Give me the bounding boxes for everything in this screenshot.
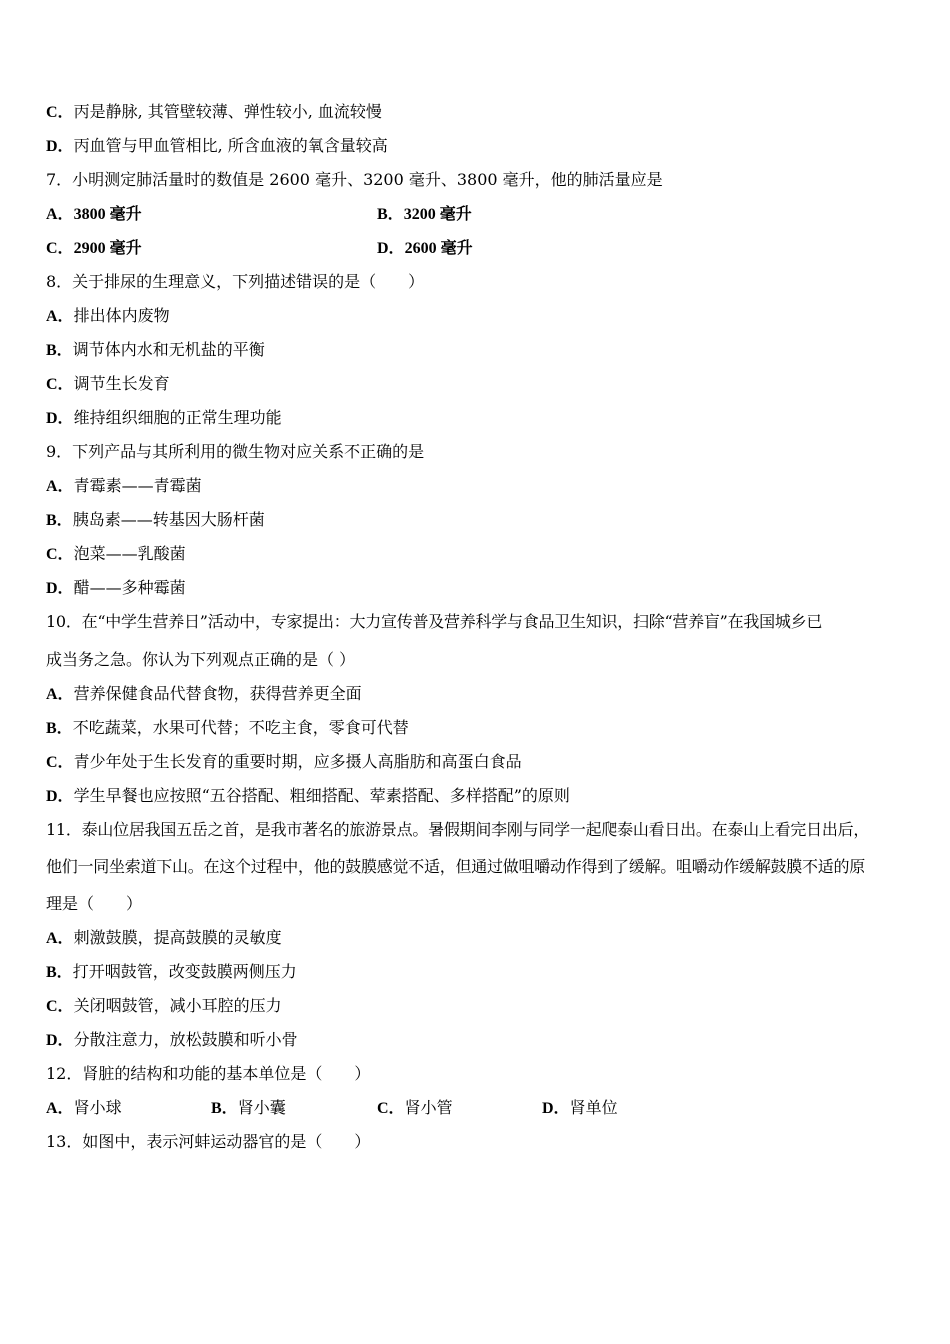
option-text: 调节生长发育 xyxy=(73,374,170,393)
q11-option-c xyxy=(46,996,910,1017)
option-label: C． xyxy=(46,240,74,257)
option-text: 肾小管 xyxy=(404,1098,453,1117)
q7-option-b xyxy=(377,204,472,225)
option-text: 丙是静脉, 其管壁较薄、弹性较小, 血流较慢 xyxy=(73,102,382,121)
q9-option-c xyxy=(46,544,910,565)
option-text: 调节体内水和无机盐的平衡 xyxy=(72,340,265,359)
option-label: D． xyxy=(46,138,74,155)
option-label: A． xyxy=(46,478,74,495)
option-text: 学生早餐也应按照“五谷搭配、粗细搭配、荤素搭配、多样搭配”的原则 xyxy=(73,786,570,805)
option-label: D． xyxy=(542,1100,570,1117)
option-text: 3800 毫升 xyxy=(73,206,142,223)
q11-option-d xyxy=(46,1030,910,1051)
q9-stem: 9．下列产品与其所利用的微生物对应关系不正确的是 xyxy=(46,442,425,461)
option-label: A． xyxy=(46,308,74,325)
q8-option-b xyxy=(46,340,910,361)
option-label: A． xyxy=(46,930,74,947)
option-text: 2600 毫升 xyxy=(404,240,473,257)
option-text: 维持组织细胞的正常生理功能 xyxy=(73,408,282,427)
q12-option-d xyxy=(542,1098,618,1119)
option-label: B． xyxy=(46,512,73,529)
option-text: 不吃蔬菜，水果可代替；不吃主食，零食可代替 xyxy=(72,718,409,737)
q8-option-a xyxy=(46,306,910,327)
option-label: C． xyxy=(46,104,74,121)
q13-stem: 13．如图中，表示河蚌运动器官的是（ ） xyxy=(46,1132,371,1151)
option-label: D． xyxy=(46,580,74,597)
q11-option-a xyxy=(46,928,910,949)
option-text: 青霉素——青霉菌 xyxy=(73,476,202,495)
option-text: 刺激鼓膜，提高鼓膜的灵敏度 xyxy=(73,928,282,947)
q11-stem-line3: 理是（ ） xyxy=(46,894,143,913)
option-label: A． xyxy=(46,1100,74,1117)
q8-option-d xyxy=(46,408,910,429)
q6-option-c xyxy=(46,102,910,123)
q9-option-b xyxy=(46,510,910,531)
q12-option-b xyxy=(211,1098,286,1119)
q12-stem: 12．肾脏的结构和功能的基本单位是（ ） xyxy=(46,1064,371,1083)
q12-option-c xyxy=(377,1098,453,1119)
q11-option-b xyxy=(46,962,910,983)
q10-option-a xyxy=(46,684,910,705)
option-text: 肾单位 xyxy=(569,1098,618,1117)
option-label: C． xyxy=(46,998,74,1015)
q7-option-d xyxy=(377,238,473,259)
option-label: C． xyxy=(377,1100,405,1117)
option-label: B． xyxy=(377,206,404,223)
q8-option-c xyxy=(46,374,910,395)
option-label: D． xyxy=(46,410,74,427)
option-text: 分散注意力，放松鼓膜和听小骨 xyxy=(73,1030,298,1049)
q8-stem: 8．关于排尿的生理意义，下列描述错误的是（ ） xyxy=(46,272,425,291)
option-text: 醋——多种霉菌 xyxy=(73,578,186,597)
option-text: 肾小囊 xyxy=(237,1098,286,1117)
q6-option-d xyxy=(46,136,910,157)
q7-stem: 7．小明测定肺活量时的数值是 2600 毫升、3200 毫升、3800 毫升，他的肺活量应是 xyxy=(46,170,663,189)
option-text: 关闭咽鼓管，减小耳腔的压力 xyxy=(73,996,282,1015)
option-text: 2900 毫升 xyxy=(73,240,142,257)
option-label: D． xyxy=(377,240,405,257)
option-label: B． xyxy=(46,720,73,737)
q9-option-d xyxy=(46,578,910,599)
option-text: 胰岛素——转基因大肠杆菌 xyxy=(72,510,265,529)
q11-stem-line1: 11．泰山位居我国五岳之首，是我市著名的旅游景点。暑假期间李刚与同学一起爬泰山看日出。在泰山上看完日出后， xyxy=(46,820,870,839)
q11-stem-line2: 他们一同坐索道下山。在这个过程中，他的鼓膜感觉不适，但通过做咀嚼动作得到了缓解。咀嚼动作缓解鼓膜不适的原 xyxy=(46,857,866,876)
q10-stem-line2: 成当务之急。你认为下列观点正确的是（ ） xyxy=(46,650,356,669)
option-text: 青少年处于生长发育的重要时期，应多摄人高脂肪和高蛋白食品 xyxy=(73,752,522,771)
option-label: D． xyxy=(46,788,74,805)
option-text: 3200 毫升 xyxy=(403,206,472,223)
q10-stem-line1: 10．在“中学生营养日”活动中，专家提出：大力宣传普及营养科学与食品卫生知识，扫除“营养盲”在我国城乡已 xyxy=(46,612,823,631)
option-text: 泡菜——乳酸菌 xyxy=(73,544,186,563)
option-label: D． xyxy=(46,1032,74,1049)
q9-option-a xyxy=(46,476,910,497)
option-label: C． xyxy=(46,376,74,393)
q10-option-b xyxy=(46,718,910,739)
option-text: 营养保健食品代替食物，获得营养更全面 xyxy=(73,684,362,703)
option-label: C． xyxy=(46,546,74,563)
q7-option-a xyxy=(46,204,142,225)
option-label: A． xyxy=(46,206,74,223)
option-label: A． xyxy=(46,686,74,703)
q10-option-c xyxy=(46,752,910,773)
option-label: B． xyxy=(46,964,73,981)
option-text: 排出体内废物 xyxy=(73,306,170,325)
option-label: C． xyxy=(46,754,74,771)
option-label: B． xyxy=(211,1100,238,1117)
q10-option-d xyxy=(46,786,910,807)
q7-option-c xyxy=(46,238,142,259)
option-text: 打开咽鼓管，改变鼓膜两侧压力 xyxy=(72,962,297,981)
option-text: 肾小球 xyxy=(73,1098,122,1117)
q12-option-a xyxy=(46,1098,122,1119)
option-text: 丙血管与甲血管相比, 所含血液的氧含量较高 xyxy=(73,136,388,155)
option-label: B． xyxy=(46,342,73,359)
